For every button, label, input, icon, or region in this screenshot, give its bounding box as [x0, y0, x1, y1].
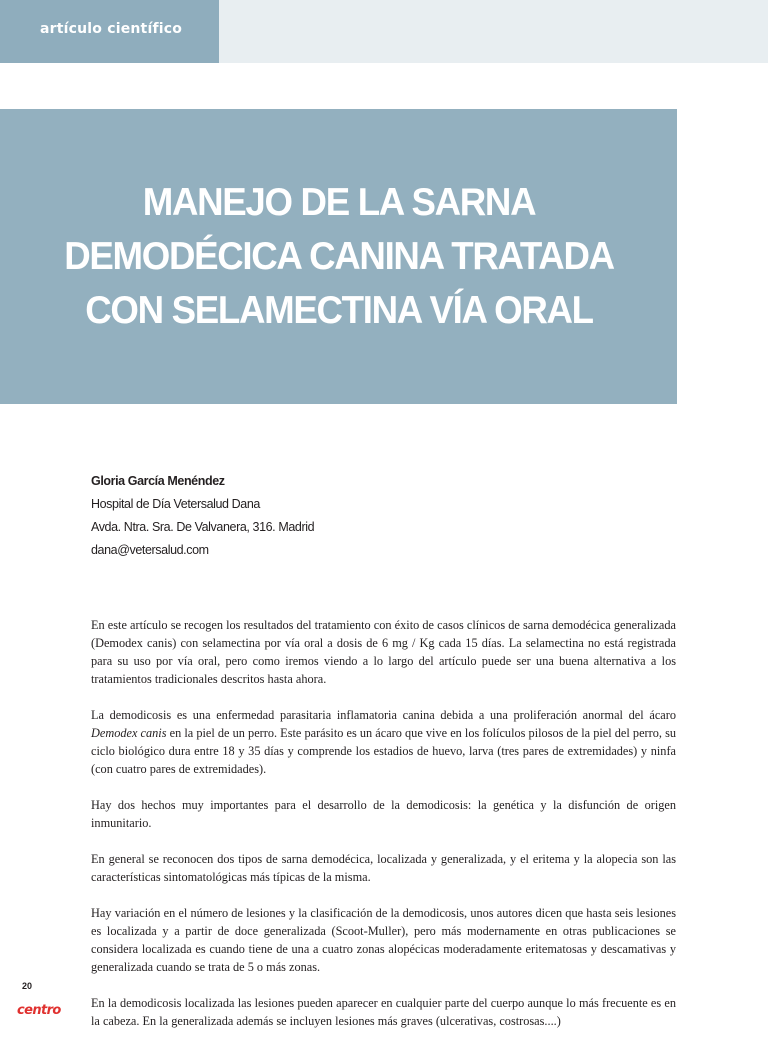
article-title — [38, 176, 640, 338]
page-number: 20 — [22, 981, 33, 991]
paragraph: Hay variación en el número de lesiones y la clasificación de la demodicosis, unos autores dicen que hasta seis lesiones es localizada y a partir de doce generalizada (Scoot-Muller), pero más modernamente en otras publicaciones se considera localizada es cuando tiene de una a cuatro zonas alopécicas moderadamente eritematosas y descamativas y generalizada cuando se trata de 5 o más zonas. — [91, 906, 676, 974]
title-box — [0, 109, 677, 404]
author-address: Avda. Ntra. Sra. De Valvanera, 316. Madrid — [91, 520, 315, 534]
section-label: artículo científico — [40, 21, 183, 37]
author-block — [91, 470, 314, 562]
title-line: CON SELAMECTINA VÍA ORAL — [84, 288, 593, 332]
article-body — [91, 616, 676, 1048]
paragraph-text: en la piel de un perro. Este parásito es un ácaro que vive en los folículos pilosos de la piel del perro, su ciclo biológico dura entre 18 y 35 días y comprende los estadios de huevo, larva (tres pares de extremidades) y ninfa (con cuatro pares de extremidades). — [91, 726, 676, 776]
title-line: MANEJO DE LA SARNA — [142, 180, 535, 224]
paragraph-text: La demodicosis es una enfermedad parasitaria inflamatoria canina debida a una proliferación anormal del ácaro — [91, 708, 676, 722]
species-name: Demodex canis — [91, 726, 167, 740]
publication-logo: centro — [17, 1003, 61, 1018]
author-name: Gloria García Menéndez — [91, 474, 225, 488]
paragraph: En general se reconocen dos tipos de sarna demodécica, localizada y generalizada, y el eritema y la alopecia son las características sintomatológicas más típicas de la misma. — [91, 852, 676, 884]
author-email[interactable]: dana@vetersalud.com — [91, 543, 209, 557]
paragraph — [91, 706, 676, 778]
paragraph: En este artículo se recogen los resultados del tratamiento con éxito de casos clínicos de sarna demodécica generalizada (Demodex canis) con selamectina por vía oral a dosis de 6 mg / Kg cada 15 días. La selamectina no está registrada para su uso por vía oral, pero como iremos viendo a lo largo del artículo puede ser una buena alternativa a los tratamientos tradicionales descritos hasta ahora. — [91, 618, 676, 686]
title-line: DEMODÉCICA CANINA TRATADA — [63, 234, 614, 278]
section-tab — [0, 0, 219, 63]
paragraph: En la demodicosis localizada las lesiones pueden aparecer en cualquier parte del cuerpo aunque lo más frecuente es en la cabeza. En la generalizada además se incluyen lesiones más graves (ulcerativas, costrosas....) — [91, 996, 676, 1028]
author-affiliation: Hospital de Día Vetersalud Dana — [91, 497, 260, 511]
paragraph: Hay dos hechos muy importantes para el desarrollo de la demodicosis: la genética y la disfunción de origen inmunitario. — [91, 798, 676, 830]
